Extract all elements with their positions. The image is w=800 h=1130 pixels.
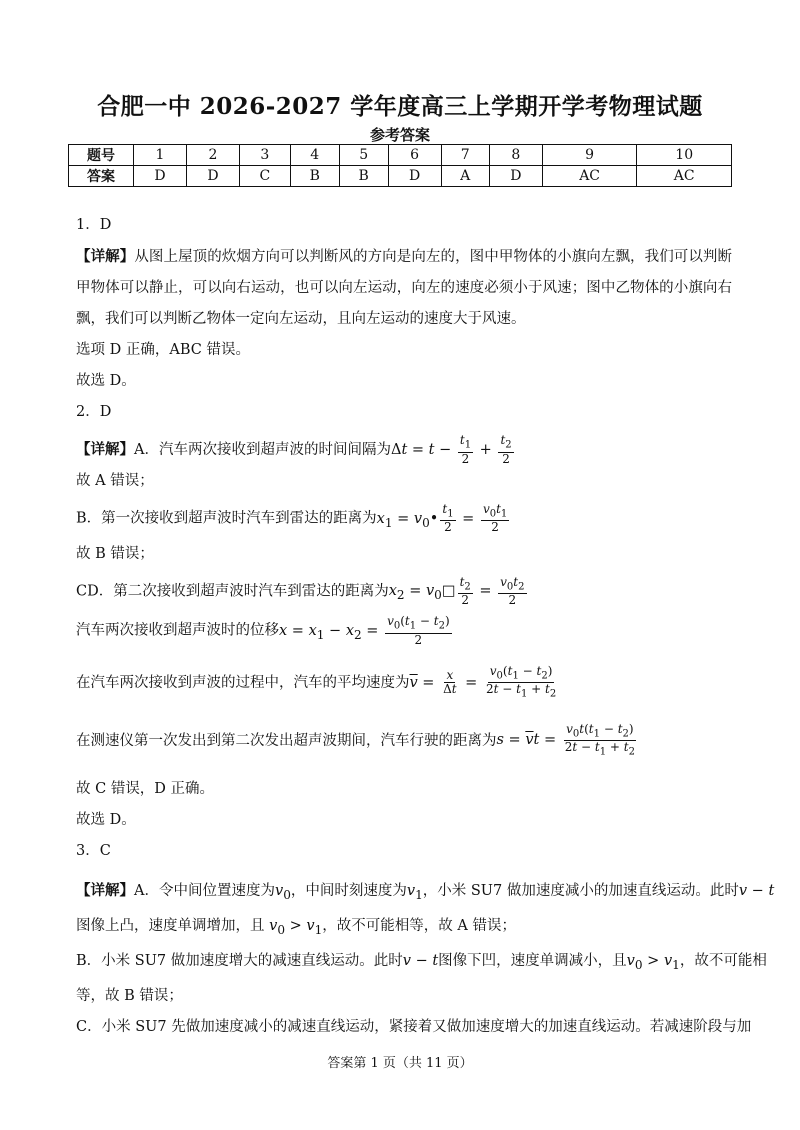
q3-a-text-4: 图像上凸，速度单调增加，且 (76, 918, 265, 935)
q3-b-text-3: ，故不可能相 (679, 953, 767, 970)
q2-part-a (76, 434, 732, 466)
page-footer: 答案第 1 页（共 11 页） (327, 1056, 473, 1071)
q2-a-result: 故 A 错误； (76, 473, 154, 489)
q3-a-text-2: ，中间时刻速度为 (290, 883, 407, 900)
q2-part-cd-text: CD．第二次接收到超声波时汽车到雷达的距离为 (76, 583, 389, 600)
q3-b-text-2: 图像下凹，速度单调减小，且 (438, 953, 627, 970)
q3-part-b-line1: B．小米 SU7 做加速度增大的减速直线运动。此时v − t图像下凹，速度单调减小，且$v_0 > v_1$，故不可能相 (76, 953, 767, 972)
question-number-cell: 6 (388, 145, 441, 166)
formula-delta-t: Δt = t − $\frac{t_1}{2}$ + $\frac{t_2}{2}$ (390, 433, 512, 466)
detail-tag: 【详解】 (76, 248, 135, 265)
q1-heading: 1．D (76, 217, 112, 233)
q2-part-cd (76, 576, 732, 612)
formula-distance: $s = \overline{v}t$ = $\frac{v_0t(t_1 - t_2)}{2t - t_1 + t_2}$ (496, 721, 635, 758)
q2-choice: 故选 D。 (76, 812, 136, 829)
q3-part-a-line1: 【详解】A．令中间位置速度为$v_0$，中间时刻速度为$v_1$，小米 SU7 做加速度减小的加速直线运动。此时v − t (76, 882, 775, 903)
q3-a-text-1: A．令中间位置速度为 (134, 883, 275, 900)
page-title: 合肥一中 2026-2027 学年度高三上学期开学考物理试题 (97, 93, 703, 120)
question-number-cell: 7 (441, 145, 489, 166)
q3-b-text-1: B．小米 SU7 做加速度增大的减速直线运动。此时 (76, 953, 403, 970)
question-number-cell: 3 (240, 145, 291, 166)
question-number-cell: 9 (542, 145, 637, 166)
formula-average-velocity: $\overline{v}$ = $\frac{x}{\Delta t}$ = $\frac{v_0(t_1 - t_2)}{2t - t_1 + t_2}$ (409, 663, 557, 700)
answer-cell: D (134, 166, 187, 187)
q2-average-velocity-text: 在汽车两次接收到声波的过程中，汽车的平均速度为 (76, 674, 410, 691)
q2-cd-result: 故 C 错误，D 正确。 (76, 781, 215, 798)
q3-part-c-line1: C．小米 SU7 先做加速度减小的减速直线运动，紧接着又做加速度增大的加速直线运动。若减速阶段与加 (76, 1018, 752, 1035)
q1-detail (76, 241, 732, 335)
answer-cell: D (489, 166, 542, 187)
header-label-cell: 题号 (69, 145, 134, 166)
question-number-cell: 1 (134, 145, 187, 166)
q3-heading: 3．C (76, 843, 111, 860)
answer-label-cell: 答案 (69, 166, 134, 187)
q3-part-a-line2: 图像上凸，速度单调增加，且 $v_0 > v_1$，故不可能相等，故 A 错误； (76, 918, 516, 938)
answer-cell: D (388, 166, 441, 187)
question-number-cell: 4 (290, 145, 339, 166)
question-number-cell: 5 (339, 145, 388, 166)
formula-x2: $x_2$ = $v_0□$ $\frac{t_2}{2}$ = $\frac{v_0t_2}{2}$ (388, 574, 525, 607)
q2-heading: 2．D (76, 404, 112, 420)
formula-displacement: $x = x_1 - x_2$ = $\frac{v_0(t_1 - t_2)}{2}$ (279, 614, 450, 647)
q1-conclusion: 选项 D 正确，ABC 错误。 (76, 342, 250, 358)
question-number-cell: 10 (637, 145, 732, 166)
q2-displacement-text: 汽车两次接收到超声波时的位移 (76, 622, 279, 639)
q2-displacement (76, 615, 732, 651)
question-number-cell: 8 (489, 145, 542, 166)
answer-table (68, 144, 732, 187)
q2-part-b (76, 503, 732, 539)
q2-b-result: 故 B 错误； (76, 545, 154, 562)
page-subtitle: 参考答案 (369, 126, 430, 144)
detail-tag: 【详解】 (76, 882, 134, 900)
answer-cell: C (240, 166, 291, 187)
q1-choice: 故选 D。 (76, 373, 136, 389)
solutions-body (76, 210, 775, 1043)
answer-table-header-row (69, 145, 732, 166)
detail-tag: 【详解】 (76, 441, 134, 458)
answer-cell: B (290, 166, 339, 187)
formula-x1: $x_1$ = $v_0•$ $\frac{t_1}{2}$ = $\frac{v_0t_1}{2}$ (376, 502, 508, 535)
answer-cell: AC (637, 166, 732, 187)
q3-part-b-line2: 等，故 B 错误； (76, 987, 183, 1004)
q2-part-b-text: B．第一次接收到超声波时汽车到雷达的距离为 (76, 510, 377, 527)
q3-a-text-5: ，故不可能相等，故 A 错误； (322, 918, 516, 935)
answer-cell: A (441, 166, 489, 187)
q3-a-text-3: ，小米 SU7 做加速度减小的加速直线运动。此时 (422, 883, 739, 900)
q2-distance (76, 723, 732, 759)
answer-table-answer-row (69, 166, 732, 187)
question-number-cell: 2 (187, 145, 240, 166)
q2-average-velocity (76, 665, 732, 701)
q2-part-a-text: A．汽车两次接收到超声波的时间间隔为 (134, 442, 391, 458)
q1-detail-text: 从图上屋顶的炊烟方向可以判断风的方向是向左的，图中甲物体的小旗向左飘，我们可以判断甲物体可以静止，可以向右运动，也可以向左运动，向左的速度必须小于风速；图中乙物体的小旗向右飘，我们可以判断乙物体一定向左运动，且向左运动的速度大于风速。 (76, 249, 733, 327)
answer-cell: D (187, 166, 240, 187)
q2-distance-text: 在测速仪第一次发出到第二次发出超声波期间，汽车行驶的距离为 (76, 732, 497, 749)
answer-cell: AC (542, 166, 637, 187)
answer-cell: B (339, 166, 388, 187)
